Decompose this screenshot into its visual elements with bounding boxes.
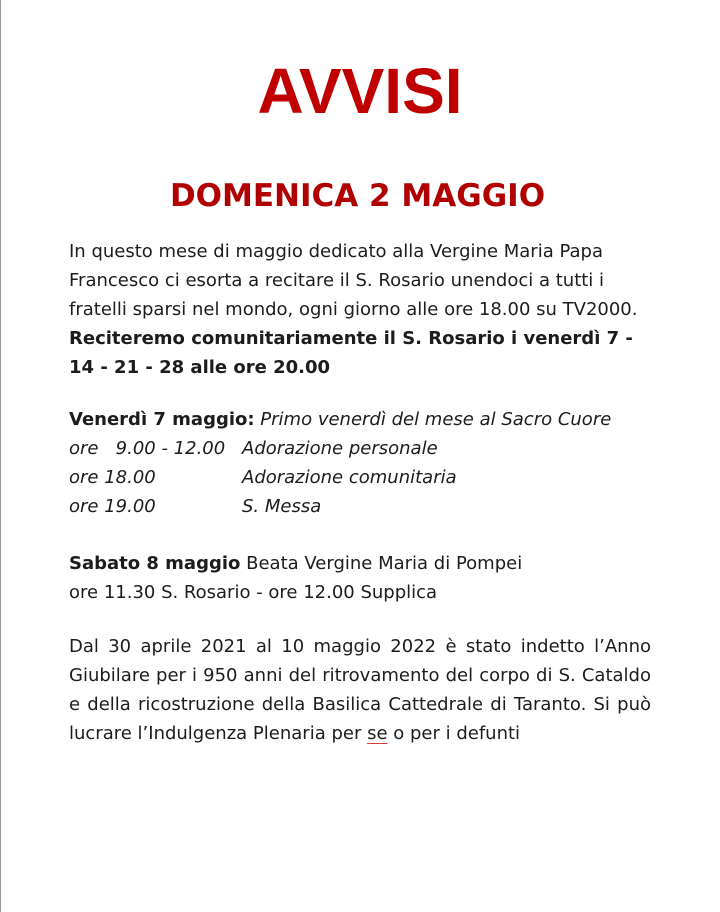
spellcheck-word: se (367, 723, 388, 744)
saturday-paragraph (69, 549, 651, 607)
jubilee-text-end: o per i defunti (387, 723, 521, 744)
schedule-event: S. Messa (242, 496, 322, 517)
intro-bold-text: Reciteremo comunitariamente il S. Rosario i venerdì 7 - 14 - 21 - 28 alle ore 20.00 (69, 328, 633, 378)
intro-paragraph (69, 237, 651, 382)
schedule-event: Adorazione personale (242, 438, 438, 459)
saturday-heading (69, 549, 651, 578)
schedule-row (69, 463, 651, 492)
schedule-time: ore 19.00 (69, 496, 156, 517)
schedule-event: Adorazione comunitaria (242, 467, 457, 488)
friday-title: Primo venerdì del mese al Sacro Cuore (254, 409, 612, 430)
date-heading: DOMENICA 2 MAGGIO (169, 178, 546, 214)
saturday-times: ore 11.30 S. Rosario - ore 12.00 Supplica (69, 582, 438, 603)
page-edge (0, 0, 1, 912)
jubilee-text: Dal 30 aprile 2021 al 10 maggio 2022 è stato indetto l’Anno Giubilare per i 950 anni del ritrovamento del corpo di S. Cataldo e della ricostruzione della Basilica Cattedrale di Taranto. Si può lucrare l’Indulgenza Plenaria per (69, 636, 651, 744)
saturday-label: Sabato 8 maggio (69, 553, 241, 574)
saturday-title: Beata Vergine Maria di Pompei (240, 553, 523, 574)
schedule-row (69, 434, 651, 463)
schedule-time: ore 9.00 - 12.00 (69, 438, 226, 459)
friday-label: Venerdì 7 maggio: (69, 409, 255, 430)
intro-text: In questo mese di maggio dedicato alla Vergine Maria Papa Francesco ci esorta a recitare il S. Rosario unendoci a tutti i fratelli sparsi nel mondo, ogni giorno alle ore 18.00 su TV2000. (69, 241, 638, 320)
schedule-time: ore 18.00 (69, 467, 156, 488)
friday-heading (69, 405, 651, 434)
jubilee-paragraph (69, 632, 651, 748)
page-title: AVVISI (257, 55, 463, 127)
schedule-row (69, 492, 651, 521)
friday-schedule (69, 405, 651, 521)
